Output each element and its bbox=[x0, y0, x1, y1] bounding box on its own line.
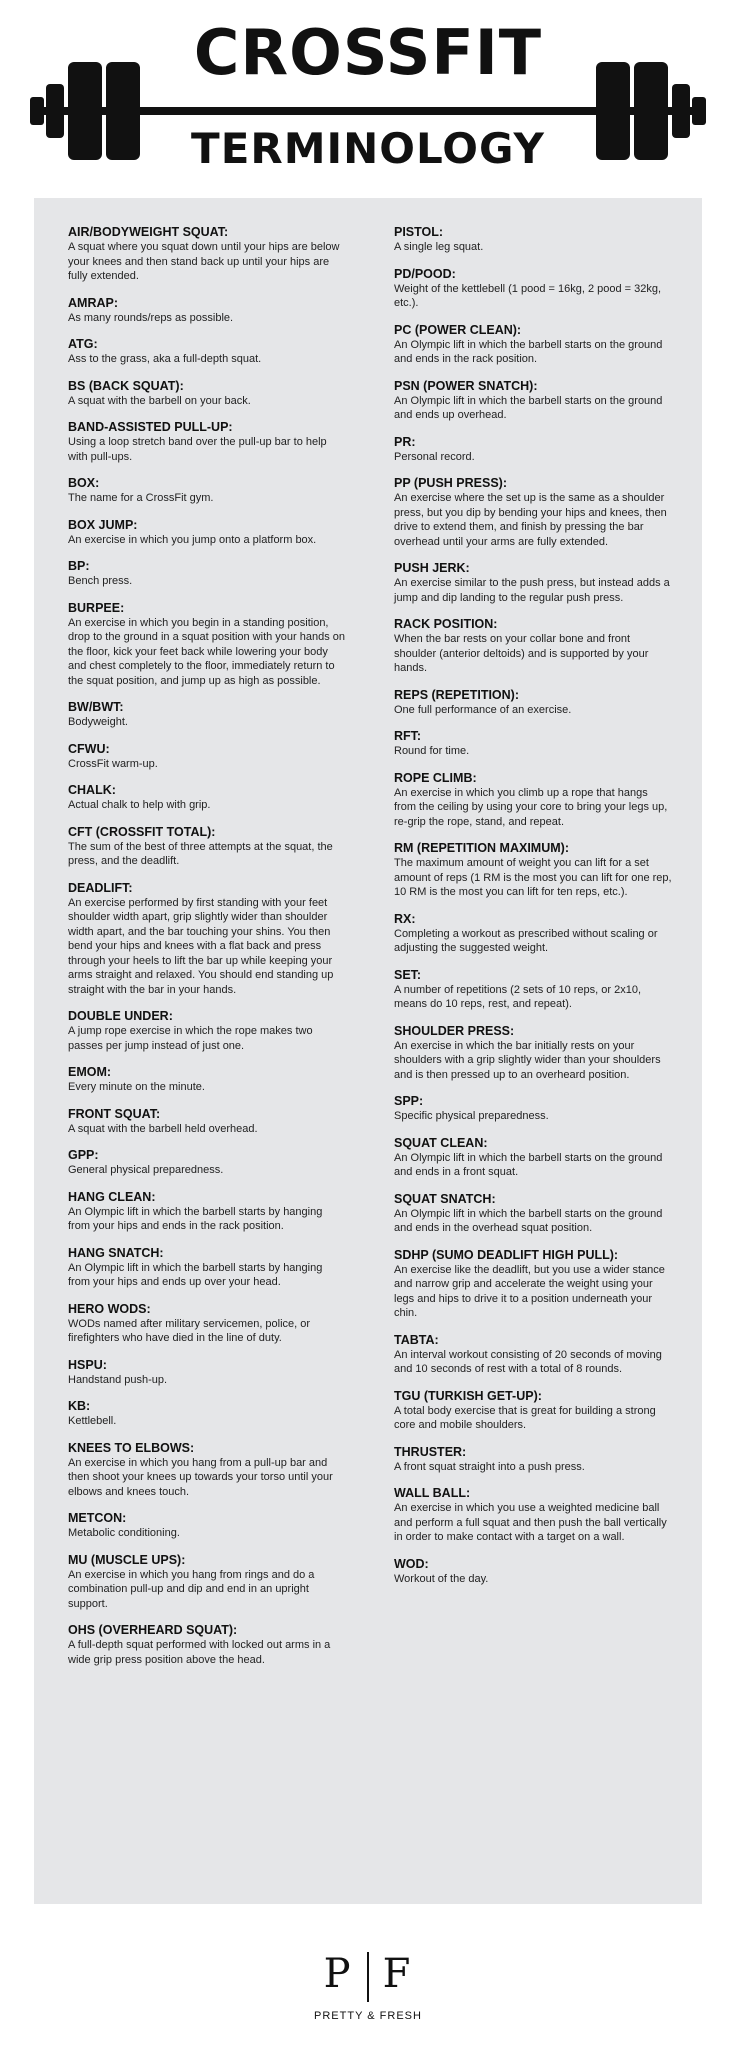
glossary-entry bbox=[68, 1064, 346, 1095]
glossary-entry bbox=[394, 475, 672, 549]
glossary-entry bbox=[68, 475, 346, 506]
glossary-entry bbox=[394, 616, 672, 676]
term-definition: Bench press. bbox=[68, 575, 133, 587]
term-definition: An Olympic lift in which the barbell starts by hanging from your hips and ends in the rack position. bbox=[68, 1205, 323, 1232]
glossary-entry bbox=[394, 1388, 672, 1433]
glossary-entry bbox=[394, 1556, 672, 1587]
glossary-entry bbox=[68, 1622, 346, 1667]
term-heading: DEADLIFT: bbox=[68, 880, 133, 895]
term-definition: As many rounds/reps as possible. bbox=[68, 311, 234, 324]
term-definition: A full-depth squat performed with locked out arms in a wide grip press position above the head. bbox=[68, 1639, 331, 1666]
term-definition: Completing a workout as prescribed without scaling or adjusting the suggested weight. bbox=[394, 927, 658, 954]
glossary-entry bbox=[68, 558, 346, 589]
glossary-entry bbox=[68, 880, 346, 998]
term-heading: BOX JUMP: bbox=[68, 517, 138, 532]
term-heading: BURPEE: bbox=[68, 600, 125, 615]
header bbox=[0, 0, 736, 190]
term-definition: An exercise in which you hang from a pull-up bar and then shoot your knees up towards your torso until your elbows and knees touch. bbox=[68, 1456, 333, 1498]
glossary-entry bbox=[394, 840, 672, 900]
term-definition: An Olympic lift in which the barbell starts by hanging from your hips and ends up over your head. bbox=[68, 1261, 323, 1288]
term-heading: RM (REPETITION MAXIMUM): bbox=[394, 841, 569, 855]
term-heading: CHALK: bbox=[68, 783, 116, 797]
term-definition: An exercise in which you jump onto a platform box. bbox=[68, 533, 317, 546]
term-heading: TABTA: bbox=[394, 1332, 439, 1347]
term-heading: KNEES TO ELBOWS: bbox=[68, 1440, 195, 1455]
term-definition: An Olympic lift in which the barbell starts on the ground and ends in the overhead squat position. bbox=[394, 1207, 663, 1234]
term-heading: PR: bbox=[394, 434, 416, 449]
term-definition: A squat with the barbell on your back. bbox=[68, 394, 251, 407]
glossary-entry bbox=[394, 378, 672, 423]
term-heading: ATG: bbox=[68, 337, 98, 351]
term-heading: SDHP (SUMO DEADLIFT HIGH PULL): bbox=[394, 1247, 619, 1262]
term-definition: The maximum amount of weight you can lift for a set amount of reps (1 RM is the most you can lift for one rep, 10 RM is the most you can lift for ten reps, etc.). bbox=[394, 857, 672, 898]
brand-name: PRETTY & FRESH bbox=[314, 2010, 422, 2022]
term-definition: An exercise in which you hang from rings and do a combination pull-up and dip and end in an upright support. bbox=[68, 1568, 315, 1610]
glossary-entry bbox=[394, 1191, 672, 1236]
glossary-entry bbox=[68, 1106, 346, 1137]
page-title: CROSSFIT bbox=[193, 16, 543, 89]
term-definition: An interval workout consisting of 20 seconds of moving and 10 seconds of rest with a total of 8 rounds. bbox=[394, 1348, 662, 1375]
term-definition: A jump rope exercise in which the rope makes two passes per jump instead of just one. bbox=[68, 1025, 313, 1052]
glossary-entry bbox=[394, 1485, 672, 1545]
logo-letter-p: P bbox=[323, 1951, 353, 1997]
term-definition: A number of repetitions (2 sets of 10 reps, or 2x10, means do 10 reps, rest, and repeat). bbox=[394, 983, 642, 1010]
term-definition: Metabolic conditioning. bbox=[68, 1527, 180, 1539]
term-heading: BP: bbox=[68, 559, 90, 573]
logo-divider bbox=[367, 1952, 369, 2002]
term-definition: A single leg squat. bbox=[394, 241, 484, 253]
right-column bbox=[394, 224, 672, 1597]
glossary-entry bbox=[68, 824, 346, 869]
term-definition: Every minute on the minute. bbox=[68, 1081, 205, 1093]
glossary-entry bbox=[68, 1398, 346, 1429]
glossary-entry bbox=[394, 911, 672, 956]
term-definition: When the bar rests on your collar bone and front shoulder (anterior deltoids) and is supported by your hands. bbox=[394, 633, 649, 674]
glossary-entry bbox=[68, 699, 346, 730]
glossary-entry bbox=[394, 728, 672, 759]
terminology-panel bbox=[34, 198, 702, 1904]
term-definition: WODs named after military servicemen, police, or firefighters who have died in the line of duty. bbox=[68, 1317, 311, 1344]
term-definition: Kettlebell. bbox=[68, 1415, 117, 1427]
term-heading: SQUAT CLEAN: bbox=[394, 1135, 488, 1150]
glossary-entry bbox=[68, 741, 346, 772]
left-column bbox=[68, 224, 346, 1678]
term-heading: RX: bbox=[394, 911, 416, 926]
term-heading: SET: bbox=[394, 967, 422, 982]
glossary-entry bbox=[68, 1357, 346, 1388]
brand-logo bbox=[0, 1950, 736, 2002]
term-heading: HSPU: bbox=[68, 1357, 107, 1372]
glossary-entry bbox=[68, 378, 346, 409]
term-heading: AIR/BODYWEIGHT SQUAT: bbox=[68, 225, 229, 239]
logo-letter-f: F bbox=[382, 1951, 413, 1997]
term-heading: PISTOL: bbox=[394, 225, 444, 239]
page-subtitle: TERMINOLOGY bbox=[191, 124, 545, 173]
glossary-entry bbox=[394, 967, 672, 1012]
term-definition: An Olympic lift in which the barbell starts on the ground and ends in the rack position. bbox=[394, 338, 663, 365]
term-heading: CFWU: bbox=[68, 741, 110, 756]
term-definition: Using a loop stretch band over the pull-up bar to help with pull-ups. bbox=[68, 436, 327, 463]
term-heading: BOX: bbox=[68, 476, 100, 490]
term-definition: Bodyweight. bbox=[68, 716, 128, 728]
term-definition: Weight of the kettlebell (1 pood = 16kg, 2 pood = 32kg, etc.). bbox=[394, 282, 662, 309]
glossary-entry bbox=[394, 770, 672, 830]
term-definition: A total body exercise that is great for building a strong core and mobile shoulders. bbox=[394, 1404, 656, 1431]
glossary-entry bbox=[68, 295, 346, 326]
glossary-entry bbox=[68, 1008, 346, 1053]
term-definition: A front squat straight into a push press. bbox=[394, 1460, 585, 1473]
glossary-entry bbox=[394, 1444, 672, 1475]
glossary-entry bbox=[68, 419, 346, 464]
term-definition: An exercise in which you begin in a standing position, drop to the ground in a squat position with your hands on the floor, kick your feet back while lowering your body and chest completely to the floor, immediately return to the squat position, and jump up as high as possible. bbox=[68, 616, 346, 687]
term-heading: RFT: bbox=[394, 729, 422, 743]
glossary-entry bbox=[394, 560, 672, 605]
glossary-entry bbox=[394, 322, 672, 367]
glossary-entry bbox=[68, 1552, 346, 1612]
glossary-entry bbox=[68, 224, 346, 284]
glossary-entry bbox=[68, 1245, 346, 1290]
term-definition: General physical preparedness. bbox=[68, 1164, 224, 1176]
term-heading: PSN (POWER SNATCH): bbox=[394, 378, 538, 393]
term-heading: HANG SNATCH: bbox=[68, 1245, 164, 1260]
term-heading: HANG CLEAN: bbox=[68, 1189, 156, 1204]
term-heading: HERO WODS: bbox=[68, 1301, 151, 1316]
term-definition: Round for time. bbox=[394, 745, 470, 757]
term-heading: CFT (CROSSFIT TOTAL): bbox=[68, 824, 216, 839]
term-definition: A squat with the barbell held overhead. bbox=[68, 1122, 258, 1135]
term-heading: WALL BALL: bbox=[394, 1486, 471, 1500]
term-definition: An exercise where the set up is the same as a shoulder press, but you dip by bending your hips and knees, then drive to extend them, and finish by pressing the bar overhead until your arms are fully extended. bbox=[394, 492, 667, 548]
term-definition: Ass to the grass, aka a full-depth squat. bbox=[68, 353, 262, 365]
glossary-entry bbox=[394, 224, 672, 255]
term-heading: THRUSTER: bbox=[394, 1444, 467, 1459]
term-definition: An exercise in which you climb up a rope that hangs from the ceiling by using your core to bring your legs up, re-grip the rope, stand, and repeat. bbox=[394, 786, 668, 828]
term-definition: The sum of the best of three attempts at the squat, the press, and the deadlift. bbox=[68, 840, 333, 867]
term-heading: RACK POSITION: bbox=[394, 617, 498, 631]
term-definition: An exercise like the deadlift, but you use a wider stance and narrow grip and accelerate the weight using your legs and hips to drive it to a position underneath your chin. bbox=[394, 1263, 665, 1319]
glossary-entry bbox=[68, 782, 346, 813]
term-definition: An exercise in which the bar initially rests on your shoulders with a grip slightly wider than your shoulders and is then pressed up to an overheard position. bbox=[394, 1039, 661, 1081]
term-heading: REPS (REPETITION): bbox=[394, 687, 520, 702]
term-definition: Actual chalk to help with grip. bbox=[68, 799, 211, 811]
term-definition: An exercise similar to the push press, but instead adds a jump and dip landing to the regular push press. bbox=[394, 577, 670, 604]
term-heading: PC (POWER CLEAN): bbox=[394, 322, 522, 337]
glossary-entry bbox=[68, 1189, 346, 1234]
glossary-entry bbox=[68, 1440, 346, 1500]
glossary-entry bbox=[394, 266, 672, 311]
term-heading: TGU (TURKISH GET-UP): bbox=[394, 1388, 542, 1403]
term-heading: ROPE CLIMB: bbox=[394, 770, 477, 785]
term-heading: SQUAT SNATCH: bbox=[394, 1191, 496, 1206]
term-definition: An Olympic lift in which the barbell starts on the ground and ends up overhead. bbox=[394, 394, 663, 421]
term-heading: WOD: bbox=[394, 1556, 429, 1571]
term-heading: SHOULDER PRESS: bbox=[394, 1023, 515, 1038]
term-definition: The name for a CrossFit gym. bbox=[68, 492, 214, 504]
term-heading: BW/BWT: bbox=[68, 700, 124, 714]
glossary-entry bbox=[68, 336, 346, 367]
term-heading: METCON: bbox=[68, 1511, 127, 1525]
term-heading: KB: bbox=[68, 1399, 91, 1413]
term-heading: PP (PUSH PRESS): bbox=[394, 476, 507, 490]
glossary-entry bbox=[394, 687, 672, 718]
glossary-entry bbox=[394, 1093, 672, 1124]
term-heading: AMRAP: bbox=[68, 295, 118, 310]
glossary-entry bbox=[68, 1301, 346, 1346]
term-heading: BAND-ASSISTED PULL-UP: bbox=[68, 420, 233, 434]
term-heading: DOUBLE UNDER: bbox=[68, 1009, 173, 1023]
term-definition: One full performance of an exercise. bbox=[394, 703, 572, 716]
glossary-entry bbox=[68, 600, 346, 689]
term-definition: A squat where you squat down until your hips are below your knees and then stand back up until your hips are fully extended. bbox=[68, 241, 340, 282]
term-definition: An exercise in which you use a weighted medicine ball and perform a full squat and then push the ball vertically in order to make contact with a target on a wall. bbox=[394, 1502, 667, 1543]
term-heading: BS (BACK SQUAT): bbox=[68, 378, 184, 393]
term-heading: EMOM: bbox=[68, 1065, 112, 1079]
term-heading: OHS (OVERHEARD SQUAT): bbox=[68, 1623, 238, 1637]
glossary-entry bbox=[394, 1135, 672, 1180]
footer bbox=[0, 1950, 736, 2022]
glossary-entry bbox=[68, 1147, 346, 1178]
term-definition: Personal record. bbox=[394, 450, 475, 463]
term-definition: Handstand push-up. bbox=[68, 1373, 168, 1386]
term-heading: GPP: bbox=[68, 1148, 99, 1162]
glossary-entry bbox=[394, 1247, 672, 1321]
term-heading: PD/POOD: bbox=[394, 266, 456, 281]
term-definition: Workout of the day. bbox=[394, 1572, 489, 1585]
glossary-entry bbox=[394, 1332, 672, 1377]
glossary-entry bbox=[394, 434, 672, 465]
term-heading: MU (MUSCLE UPS): bbox=[68, 1552, 186, 1567]
term-heading: SPP: bbox=[394, 1094, 424, 1108]
term-heading: PUSH JERK: bbox=[394, 561, 470, 575]
term-definition: CrossFit warm-up. bbox=[68, 757, 158, 770]
glossary-entry bbox=[394, 1023, 672, 1083]
glossary-entry bbox=[68, 517, 346, 548]
term-definition: An Olympic lift in which the barbell starts on the ground and ends in a front squat. bbox=[394, 1151, 663, 1178]
term-heading: FRONT SQUAT: bbox=[68, 1106, 161, 1121]
term-definition: Specific physical preparedness. bbox=[394, 1110, 549, 1122]
term-definition: An exercise performed by first standing with your feet shoulder width apart, grip slightly wider than shoulder width apart, and the bar touching your shins. You then bend your hips and knees with a flat back and press through your heels to lift the bar up while keeping your arms straight and relaxed. You should end standing up straight with the bar in your hands. bbox=[68, 896, 334, 996]
glossary-entry bbox=[68, 1510, 346, 1541]
